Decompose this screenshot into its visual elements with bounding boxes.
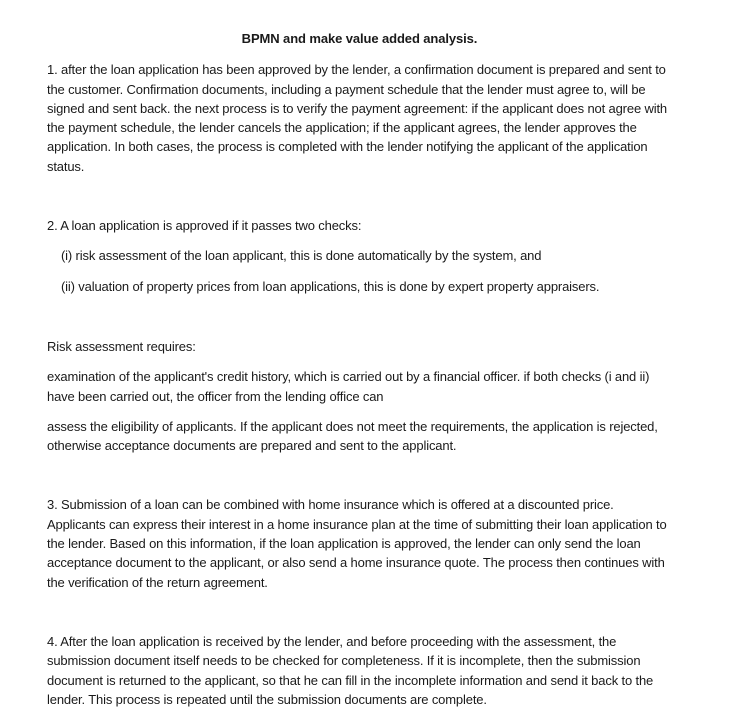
paragraph-3: 3. Submission of a loan can be combined with home insurance which is offered at a discounted price. Applicants can express their interest in a home insurance plan at the time of submitting their loan application to the lender. Based on this information, if the loan application is approved, the lender can only send the loan acceptance document to the applicant, or also send a home insurance quote. The process then continues with the verification of the return agreement. xyxy=(47,497,667,590)
paragraph-1: 1. after the loan application has been approved by the lender, a confirmation document is prepared and sent to the customer. Confirmation documents, including a payment schedule that the lender must agree to, will be signed and sent back. the next process is to verify the payment agreement: if the applicant does not agree with the payment schedule, the lender cancels the application; if the applicant agrees, the lender approves the application. In both cases, the process is completed with the lender notifying the applicant of the application status. xyxy=(47,62,668,174)
document-title: BPMN and make value added analysis. xyxy=(241,31,478,46)
check-ii-item: (ii) valuation of property prices from loan applications, this is done by expert property appraisers. xyxy=(61,278,600,294)
document-page xyxy=(47,28,672,709)
risk-assessment-text-1: examination of the applicant's credit history, which is carried out by a financial officer. if both checks (i and ii) have been carried out, the officer from the lending office can xyxy=(47,369,650,404)
paragraph-2-intro: 2. A loan application is approved if it passes two checks: xyxy=(47,218,362,234)
risk-assessment-heading: Risk assessment requires: xyxy=(47,338,196,354)
risk-assessment-text-2: assess the eligibility of applicants. If the applicant does not meet the requirements, the application is rejected, otherwise acceptance documents are prepared and sent to the applicant. xyxy=(47,418,658,454)
check-i-item: (i) risk assessment of the loan applicant, this is done automatically by the system, and xyxy=(61,248,542,264)
paragraph-4: 4. After the loan application is received by the lender, and before proceeding with the assessment, the submission document itself needs to be checked for completeness. If it is incomplete, then the submission document is returned to the applicant, so that he can fill in the incomplete information and send it back to the lender. This process is repeated until the submission documents are complete. xyxy=(47,633,654,707)
